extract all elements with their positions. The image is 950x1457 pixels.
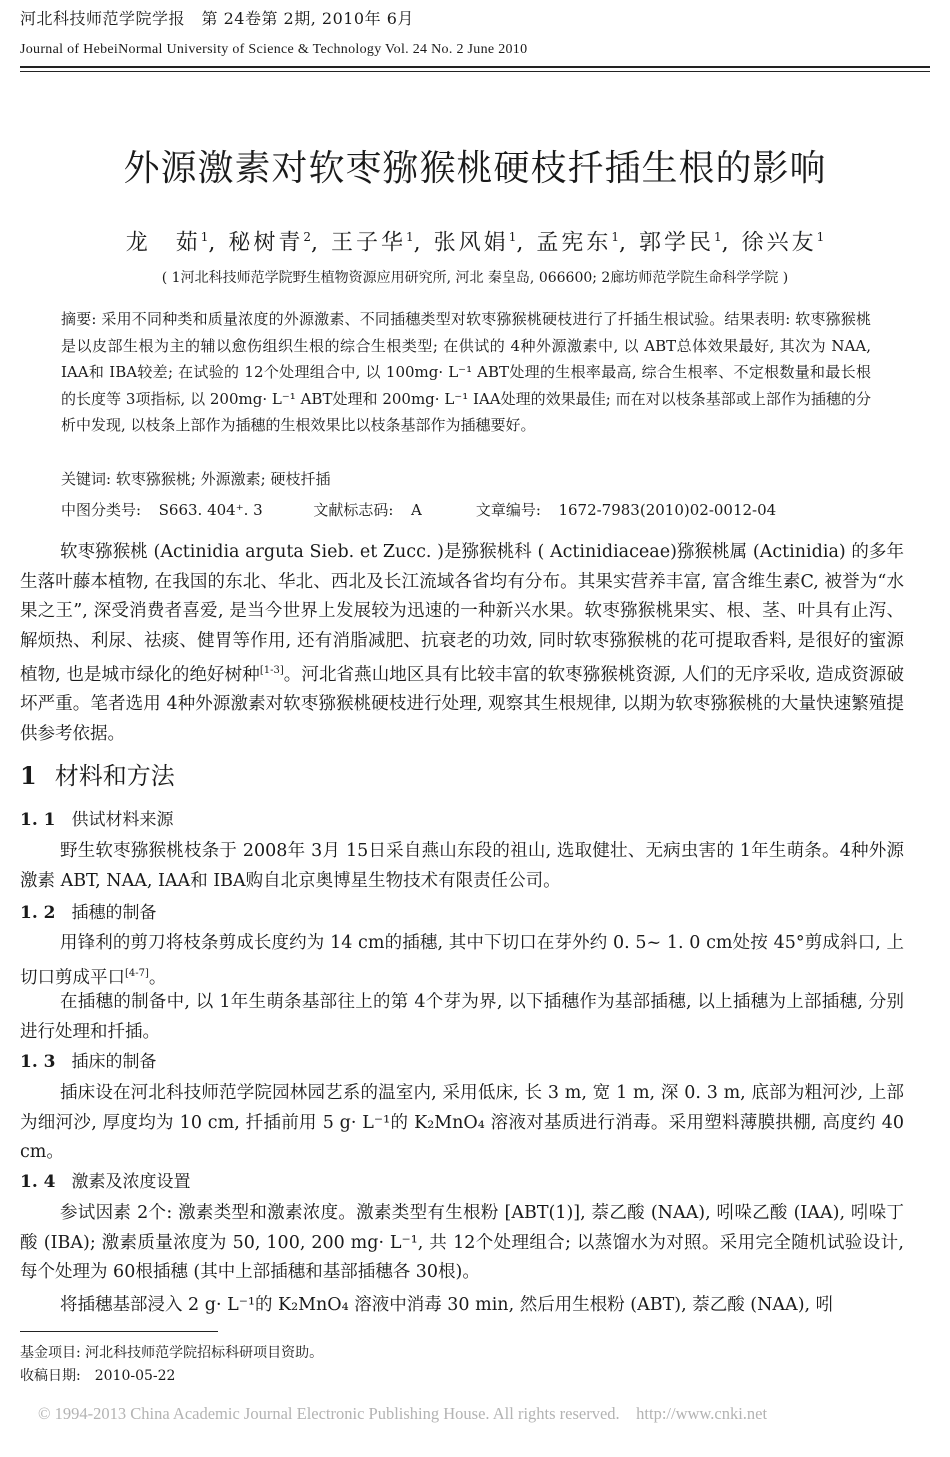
paragraph-text: 用锋利的剪刀将枝条剪成长度约为 14 cm的插穗, 其中下切口在芽外约 0. 5~ 1. 0 cm处按 45°剪成斜口, 上切口剪成平口 — [20, 933, 904, 988]
author-affiliation-mark: 1 — [816, 230, 825, 244]
article-number-value: 1672-7983(2010)02-0012-04 — [558, 501, 777, 519]
paragraph-1-2b: 在插穗的制备中, 以 1年生萌条基部往上的第 4个芽为界, 以下插穗作为基部插穗, 以上插穗为上部插穗, 分别进行处理和扦插。 — [20, 992, 904, 1042]
author-affiliation-mark: 2 — [303, 230, 312, 244]
subsection-title: 激素及浓度设置 — [71, 1172, 191, 1192]
author-affiliation-mark: 1 — [200, 230, 209, 244]
author-name: 王子华 — [331, 230, 407, 256]
intro-text-1: 软枣猕猴桃 (Actinidia arguta Sieb. et Zucc. )是猕猴桃科 ( Actinidiaceae)猕猴桃属 (Actinidia) 的多年生落叶藤本植物, 在我国的东北、华北、西北及长江流域各省均有分布。其果实营养丰富, 富含维生素C, 被誉为“水果之王”, 深受消费者喜爱, 是当今世界上发展较为迅速的一种新兴水果。软枣猕猴桃果实、根、茎、叶具有止泻、解烦热、利尿、祛痰、健胃等作用, 还有消脂减肥、抗衰老的功效, 同时软枣猕猴桃的花可提取香料, 是很好的蜜源植物, 也是城市绿化的绝好树种 — [20, 542, 904, 685]
intro-text-2: 。河北省燕山地区具有比较丰富的软枣猕猴桃资源, 人们的无序采收, 造成资源破坏严重。笔者选用 4种外源激素对软枣猕猴桃硬枝进行处理, 观察其生根规律, 以期为软枣猕猴桃的大量快速繁殖提供参考依据。 — [20, 664, 905, 744]
citation-ref: [1-3] — [259, 665, 284, 676]
author-affiliation-mark: 1 — [406, 230, 414, 244]
author-list: 龙 茹$^1$, 秘树青$^2$, 王子华$^1$, 张风娟$^1$, 孟宪东$^1$, 郭学民$^1$, 徐兴友$^1$ — [125, 230, 825, 256]
subsection-number: 1. 4 — [20, 1172, 56, 1192]
copyright-watermark: © 1994-2013 China Academic Journal Electronic Publishing House. All rights reserved. http://www.cnki.net — [38, 1404, 768, 1423]
intro-paragraph — [20, 538, 904, 749]
author-name: 孟宪东 — [536, 230, 612, 256]
abstract-text: 采用不同种类和质量浓度的外源激素、不同插穗类型对软枣猕猴桃硬枝进行了扦插生根试验。结果表明: 软枣猕猴桃是以皮部生根为主的辅以愈伤组织生根的综合生根类型; 在供试的 4种外源激素中, 以 ABT总体效果最好, 其次为 NAA, IAA和 IBA较差; 在试验的 12个处理组合中, 以 100mg· L⁻¹ ABT处理的生根率最高, 综合生根率、不定根数量和最长根的长度等 3项指标, 以 200mg· L⁻¹ ABT处理和 200mg· L⁻¹ IAA处理的效果最佳; 而在对以枝条基部或上部作为插穗的分析中发现, 以枝条上部作为插穗的生根效果比以枝条基部作为插穗要好。 — [61, 310, 871, 434]
doc-code-value: A — [411, 501, 422, 519]
author-affiliation-mark: 1 — [714, 230, 722, 244]
section-number: 1 — [20, 761, 37, 790]
keywords-text: 软枣猕猴桃; 外源激素; 硬枝扦插 — [115, 470, 331, 488]
paragraph-text-end: 。 — [148, 967, 167, 988]
paragraph-1-1: 野生软枣猕猴桃枝条于 2008年 3月 15日采自燕山东段的祖山, 选取健壮、无病虫害的 1年生萌条。4种外源激素 ABT, NAA, IAA和 IBA购自北京奥博星生物技术有限责任公司。 — [20, 841, 904, 891]
citation-ref: [4-7] — [125, 967, 149, 979]
abstract — [61, 306, 871, 439]
author-affiliation-mark: 1 — [508, 230, 517, 244]
clc-value: S663. 404⁺. 3 — [158, 501, 263, 519]
subsection-title: 插穗的制备 — [71, 903, 157, 923]
subsection-number: 1. 3 — [20, 1052, 56, 1072]
subsection-heading-1-3 — [20, 1050, 157, 1074]
running-header — [20, 8, 930, 60]
subsection-number: 1. 1 — [20, 810, 56, 830]
section-heading-1 — [20, 760, 175, 792]
subsection-heading-1-2 — [20, 901, 157, 925]
keywords-label: 关键词: — [61, 470, 112, 488]
author-name: 龙 茹 — [125, 230, 201, 256]
paper-title: 外源激素对软枣猕猴桃硬枝扦插生根的影响 — [123, 148, 827, 189]
paragraph-1-2a — [20, 929, 904, 993]
abstract-label: 摘要: — [61, 310, 97, 328]
subsection-number: 1. 2 — [20, 903, 56, 923]
author-name: 张风娟 — [433, 230, 509, 256]
paragraph-1-4a: 参试因素 2个: 激素类型和激素浓度。激素类型有生根粉 [ABT(1)], 萘乙酸 (NAA), 吲哚乙酸 (IAA), 吲哚丁酸 (IBA); 激素质量浓度为 50, 100, 200 mg· L⁻¹, 共 12个处理组合; 以蒸馏水为对照。采用完全随机试验设计, 每个处理为 60根插穗 (其中上部插穗和基部插穗各 30根)。 — [20, 1203, 904, 1282]
author-name: 徐兴友 — [741, 230, 817, 256]
header-rule — [20, 66, 930, 72]
author-name: 秘树青 — [228, 230, 304, 256]
footnote-funding: 基金项目: 河北科技师范学院招标科研项目资助。 — [20, 1345, 324, 1361]
footnote-rule — [20, 1331, 218, 1332]
journal-name-en: Journal of HebeiNormal University of Science & Technology Vol. 24 No. 2 June 2010 — [20, 42, 528, 57]
clc-label: 中图分类号: — [61, 501, 142, 519]
doc-code-label: 文献标志码: — [313, 501, 394, 519]
keywords — [61, 467, 871, 491]
subsection-title: 供试材料来源 — [71, 810, 174, 830]
subsection-heading-1-1 — [20, 808, 174, 832]
journal-name-cn: 河北科技师范学院学报 第 24卷第 2期, 2010年 6月 — [20, 9, 414, 28]
paragraph-1-4b: 将插穗基部浸入 2 g· L⁻¹的 K₂MnO₄ 溶液中消毒 30 min, 然后用生根粉 (ABT), 萘乙酸 (NAA), 吲 — [60, 1295, 834, 1315]
footnote-received-date: 收稿日期: 2010-05-22 — [20, 1368, 176, 1384]
affiliation: ( 1河北科技师范学院野生植物资源应用研究所, 河北 秦皇岛, 066600; 2廊坊师范学院生命科学学院 ) — [161, 270, 789, 286]
subsection-heading-1-4 — [20, 1170, 191, 1194]
author-name: 郭学民 — [638, 230, 714, 256]
article-number-label: 文章编号: — [475, 501, 541, 519]
paragraph-1-3: 插床设在河北科技师范学院园林园艺系的温室内, 采用低床, 长 3 m, 宽 1 m, 深 0. 3 m, 底部为粗河沙, 上部为细河沙, 厚度均为 10 cm, 扦插前用 5 g· L⁻¹的 K₂MnO₄ 溶液对基质进行消毒。采用塑料薄膜拱棚, 高度约 40 cm。 — [20, 1083, 904, 1162]
author-affiliation-mark: 1 — [611, 230, 619, 244]
subsection-title: 插床的制备 — [71, 1052, 157, 1072]
classification-line — [61, 498, 921, 522]
section-title: 材料和方法 — [54, 762, 175, 790]
